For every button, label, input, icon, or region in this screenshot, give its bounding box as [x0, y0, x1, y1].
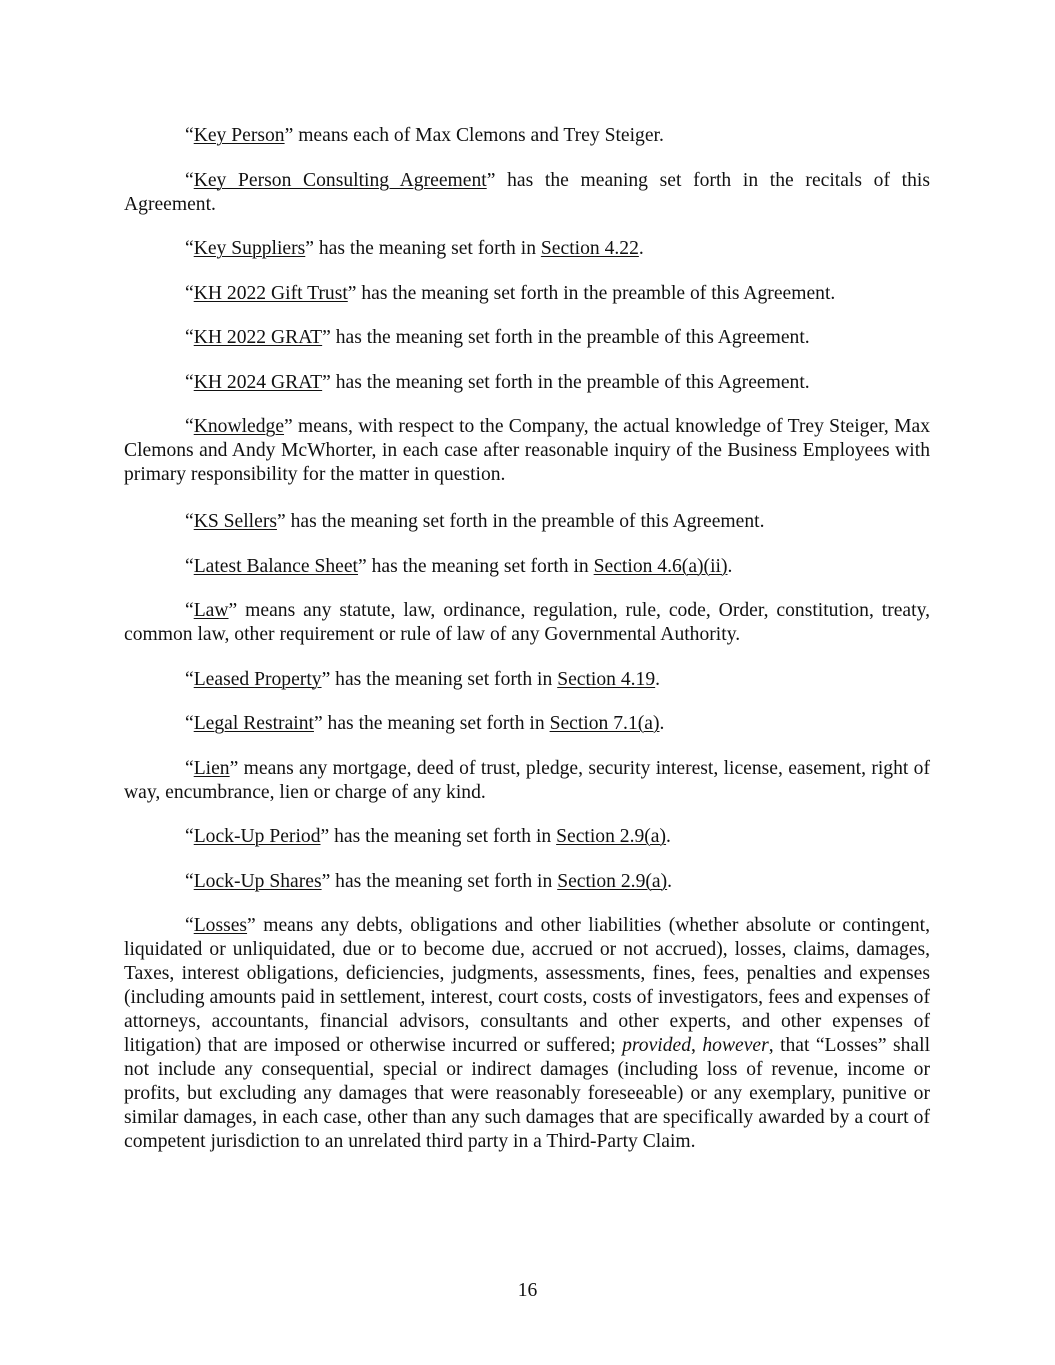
definition-text: has the meaning set forth in the preamble of this Agreement.: [330, 327, 810, 348]
definition-text: means any mortgage, deed of trust, pledge, security interest, license, easement, right of way, encumbrance, lien or charge of any kind.: [124, 757, 930, 803]
italic-however: however: [702, 1035, 769, 1056]
definition-text: has the meaning set forth in the preamble of this Agreement.: [285, 511, 765, 532]
definition-key-suppliers: “Key Suppliers” has the meaning set forth in Section 4.22.: [185, 238, 644, 259]
definition-text: has the meaning set forth in: [330, 668, 558, 690]
definition-losses: “Losses” means any debts, obligations and other liabilities (whether absolute or contingent, liquidated or unliquidated, due or to become due, accrued or not accrued), losses, claims, damages, Taxes, interest obligations, deficiencies, judgments, assessments, fines, fees, penalties and expenses (including amounts paid in settlement, interest, court costs, costs of investigators, fees and expenses of attorneys, accountants, financial advisors, consultants and other experts, and other expenses of litigation) that are imposed or otherwise incurred or suffered; provided, however, that “Losses” shall not include any consequential, special or indirect damages (including loss of revenue, income or profits, but excluding any damages that were reasonably foreseeable) or any exemplary, punitive or similar damages, in each case, other than any such damages that are specifically awarded by a court of competent jurisdiction to an unrelated third party in a Third-Party Claim.: [124, 915, 931, 1152]
definition-key-person: “Key Person” means each of Max Clemons and Trey Steiger.: [185, 125, 664, 146]
defined-term: Lock-Up Shares: [193, 870, 322, 892]
definition-text: has the meaning set forth in: [330, 870, 558, 892]
definition-knowledge: “Knowledge” means, with respect to the Company, the actual knowledge of Trey Steiger, Max Clemons and Andy McWhorter, in each case after reasonable inquiry of the Business Employees with primary responsibility for the matter in question.: [124, 416, 930, 485]
defined-term: Key Person Consulting Agreement: [193, 169, 487, 191]
defined-term: Leased Property: [193, 668, 322, 690]
definition-text: has the meaning set forth in the recitals of this Agreement.: [124, 169, 930, 215]
definition-text: means any debts, obligations and other liabilities (whether absolute or contingent, liquidated or unliquidated, due or to become due, accrued or not accrued), losses, claims, damages, Taxes, interest obligations, deficiencies, judgments, assessments, fines, fees, penalties and expenses (including amounts paid in settlement, interest, court costs, costs of investigators, fees and expenses of attorneys, accountants, financial advisors, consultants and other experts, and other expenses of litigation) that are imposed or otherwise incurred or suffered;: [124, 915, 930, 1056]
definition-text: has the meaning set forth in: [313, 238, 541, 259]
definition-text: has the meaning set forth in the preamble of this Agreement.: [330, 371, 810, 393]
page-number: 16: [517, 1280, 538, 1301]
definition-text: has the meaning set forth in the preamble of this Agreement.: [356, 282, 836, 304]
defined-term: Lien: [193, 757, 230, 779]
defined-term: Legal Restraint: [193, 713, 314, 734]
defined-term: KH 2022 Gift Trust: [193, 282, 348, 304]
definition-text: has the meaning set forth in: [366, 555, 594, 577]
document-page: [124, 124, 930, 1175]
definition-lien: “Lien” means any mortgage, deed of trust, pledge, security interest, license, easement, right of way, encumbrance, lien or charge of any kind.: [124, 757, 930, 803]
definition-text: has the meaning set forth in: [329, 826, 557, 847]
defined-term: Law: [193, 600, 229, 621]
definition-lock-up-shares: “Lock-Up Shares” has the meaning set forth in Section 2.9(a).: [185, 870, 673, 892]
definition-text-continued: , that “Losses” shall not include any consequential, special or indirect damages (including loss of revenue, income or profits, but excluding any damages that were reasonably foreseeable) or any exemplary, punitive or similar damages, in each case, other than any such damages that are specifically awarded by a court of competent jurisdiction to an unrelated third party in a Third-Party Claim.: [124, 1035, 931, 1152]
defined-term: Losses: [193, 915, 248, 936]
definition-leased-property: “Leased Property” has the meaning set forth in Section 4.19.: [185, 668, 661, 690]
defined-term: Key Suppliers: [193, 238, 306, 259]
definition-text: means any statute, law, ordinance, regulation, rule, code, Order, constitution, treaty, common law, other requirement or rule of law of any Governmental Authority.: [124, 600, 930, 645]
defined-term: Latest Balance Sheet: [193, 555, 359, 577]
section-reference: Section 7.1(a): [549, 713, 660, 734]
definition-text: means, with respect to the Company, the actual knowledge of Trey Steiger, Max Clemons and Andy McWhorter, in each case after reasonable inquiry of the Business Employees with primary responsibility for the matter in question.: [124, 416, 930, 485]
definition-legal-restraint: “Legal Restraint” has the meaning set forth in Section 7.1(a).: [185, 713, 665, 734]
section-reference: Section 4.22: [540, 238, 639, 259]
defined-term: KH 2024 GRAT: [193, 371, 323, 393]
definition-kh-2022-grat: “KH 2022 GRAT” has the meaning set forth in the preamble of this Agreement.: [185, 327, 810, 348]
definition-kh-2022-gift-trust: “KH 2022 Gift Trust” has the meaning set forth in the preamble of this Agreement.: [185, 282, 836, 304]
definition-kh-2024-grat: “KH 2024 GRAT” has the meaning set forth in the preamble of this Agreement.: [185, 371, 810, 393]
defined-term: KS Sellers: [193, 511, 277, 532]
section-reference: Section 4.19: [557, 668, 656, 690]
definition-key-person-consulting-agreement: “Key Person Consulting Agreement” has the meaning set forth in the recitals of this Agreement.: [124, 169, 930, 215]
definition-law: “Law” means any statute, law, ordinance, regulation, rule, code, Order, constitution, treaty, common law, other requirement or rule of law of any Governmental Authority.: [124, 600, 930, 645]
italic-provided: provided: [622, 1035, 692, 1056]
defined-term: Knowledge: [193, 416, 285, 437]
definition-text: means each of Max Clemons and Trey Steiger.: [293, 125, 664, 146]
section-reference: Section 4.6(a)(ii): [593, 555, 728, 577]
definition-lock-up-period: “Lock-Up Period” has the meaning set forth in Section 2.9(a).: [185, 826, 671, 847]
section-reference: Section 2.9(a): [557, 870, 668, 892]
definition-latest-balance-sheet: “Latest Balance Sheet” has the meaning set forth in Section 4.6(a)(ii).: [185, 555, 733, 577]
definition-text: has the meaning set forth in: [322, 713, 550, 734]
section-reference: Section 2.9(a): [556, 826, 667, 847]
definition-ks-sellers: “KS Sellers” has the meaning set forth in the preamble of this Agreement.: [185, 511, 765, 532]
defined-term: KH 2022 GRAT: [193, 327, 323, 348]
defined-term: Lock-Up Period: [193, 826, 321, 847]
defined-term: Key Person: [193, 125, 285, 146]
